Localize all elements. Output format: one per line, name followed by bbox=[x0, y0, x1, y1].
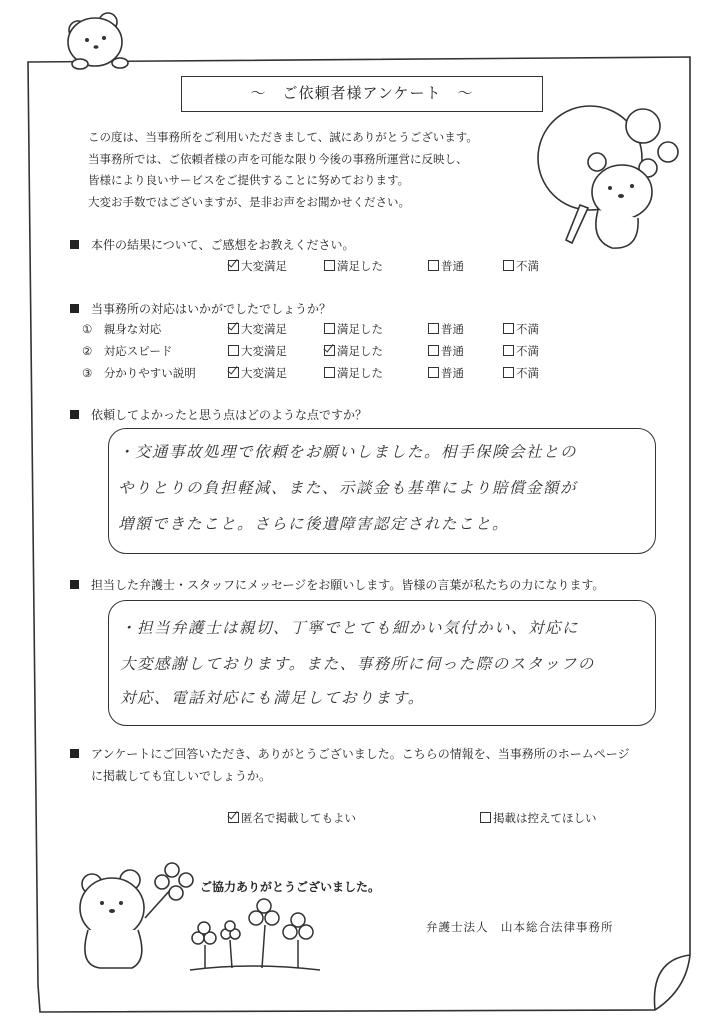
question-3 bbox=[70, 406, 367, 423]
option-label: 普通 bbox=[441, 322, 464, 336]
checkbox-checked-icon[interactable] bbox=[228, 812, 239, 823]
checkbox-checked-icon[interactable] bbox=[324, 345, 335, 356]
question-4-label: 担当した弁護士・スタッフにメッセージをお願いします。皆様の言葉が私たちの力になります。 bbox=[91, 578, 605, 592]
q3-answer-line: 増額できたこと。さらに後遺障害認定されたこと。 bbox=[118, 515, 510, 533]
option-label: 大変満足 bbox=[241, 344, 287, 358]
checkbox-icon[interactable] bbox=[324, 260, 335, 271]
option-label: 満足した bbox=[337, 259, 383, 273]
option-label: 満足した bbox=[337, 366, 383, 380]
bullet-square-icon bbox=[70, 304, 79, 313]
q1-option-1[interactable] bbox=[228, 258, 287, 274]
checkbox-icon[interactable] bbox=[480, 812, 491, 823]
q2-2-option-1[interactable] bbox=[228, 343, 287, 359]
option-label: 大変満足 bbox=[241, 366, 287, 380]
checkbox-icon[interactable] bbox=[503, 367, 514, 378]
question-1 bbox=[70, 236, 355, 253]
question-5-label: アンケートにご回答いただき、ありがとうございました。こちらの情報を、当事務所のホームページ bbox=[91, 747, 630, 761]
q2-1-option-1[interactable] bbox=[228, 321, 287, 337]
q2-2-option-2[interactable] bbox=[324, 343, 383, 359]
q2-3-option-4[interactable] bbox=[503, 365, 539, 381]
checkbox-icon[interactable] bbox=[428, 260, 439, 271]
q2-1-option-3[interactable] bbox=[428, 321, 464, 337]
checkbox-icon[interactable] bbox=[428, 345, 439, 356]
q1-option-2[interactable] bbox=[324, 258, 383, 274]
q5-option-2[interactable] bbox=[480, 810, 597, 826]
thanks-text: ご協力ありがとうございました。 bbox=[200, 880, 381, 894]
bear-top-left-icon bbox=[68, 13, 128, 69]
question-2-label: 当事務所の対応はいかがでしたでしょうか？ bbox=[91, 302, 332, 316]
question-2 bbox=[70, 300, 331, 317]
intro-line: 大変お手数ではございますが、是非お声をお聞かせください。 bbox=[88, 194, 410, 209]
q3-answer-line: ・交通事故処理で依頼をお願いしました。相手保険会社との bbox=[118, 443, 578, 461]
q2-1-option-2[interactable] bbox=[324, 321, 383, 337]
q5-option-1[interactable] bbox=[228, 810, 356, 826]
checkbox-icon[interactable] bbox=[428, 367, 439, 378]
checkbox-checked-icon[interactable] bbox=[228, 367, 239, 378]
checkbox-checked-icon[interactable] bbox=[228, 260, 239, 271]
checkbox-icon[interactable] bbox=[428, 323, 439, 334]
q4-answer-line: 大変感謝しております。また、事務所に伺った際のスタッフの bbox=[120, 655, 595, 673]
option-label: 不満 bbox=[516, 259, 539, 273]
option-label: 掲載は控えてほしい bbox=[493, 811, 597, 825]
q2-2-option-4[interactable] bbox=[503, 343, 539, 359]
question-5-label-cont: に掲載しても宜しいでしょうか。 bbox=[91, 769, 272, 783]
q1-option-3[interactable] bbox=[428, 258, 464, 274]
q2-3-option-3[interactable] bbox=[428, 365, 464, 381]
checkbox-icon[interactable] bbox=[324, 323, 335, 334]
question-1-label: 本件の結果について、ご感想をお教えください。 bbox=[91, 238, 355, 252]
q1-option-4[interactable] bbox=[503, 258, 539, 274]
question-4 bbox=[70, 576, 604, 593]
option-label: 不満 bbox=[516, 344, 539, 358]
intro-text bbox=[88, 127, 478, 213]
q2-item-3: ③ 分かりやすい説明 bbox=[82, 366, 196, 380]
intro-line: この度は、当事務所をご利用いただきまして、誠にありがとうございます。 bbox=[88, 130, 478, 144]
option-label: 満足した bbox=[337, 322, 383, 336]
intro-line: 当事務所では、ご依頼者様の声を可能な限り今後の事務所運営に反映し、 bbox=[88, 151, 468, 166]
bullet-square-icon bbox=[70, 410, 79, 419]
option-label: 普通 bbox=[441, 344, 464, 358]
checkbox-icon[interactable] bbox=[228, 345, 239, 356]
option-label: 匿名で掲載してもよい bbox=[241, 811, 356, 825]
option-label: 不満 bbox=[516, 366, 539, 380]
q2-item-1: ① 親身な対応 bbox=[82, 322, 162, 336]
q2-2-option-3[interactable] bbox=[428, 343, 464, 359]
checkbox-icon[interactable] bbox=[503, 260, 514, 271]
question-3-label: 依頼してよかったと思う点はどのような点ですか？ bbox=[91, 408, 368, 422]
page-title: ～ ご依頼者様アンケート ～ bbox=[181, 76, 543, 112]
checkbox-checked-icon[interactable] bbox=[228, 323, 239, 334]
signature: 弁護士法人 山本総合法律事務所 bbox=[426, 920, 614, 934]
q4-answer-line: 対応、電話対応にも満足しております。 bbox=[120, 689, 425, 707]
q3-answer-line: やりとりの負担軽減、また、示談金も基準により賠償金額が bbox=[118, 479, 578, 497]
checkbox-icon[interactable] bbox=[324, 367, 335, 378]
q2-3-option-2[interactable] bbox=[324, 365, 383, 381]
intro-line: 皆様により良いサービスをご提供することに努めております。 bbox=[88, 173, 410, 187]
q2-1-option-4[interactable] bbox=[503, 321, 539, 337]
option-label: 普通 bbox=[441, 259, 464, 273]
q4-answer-line: ・担当弁護士は親切、丁寧でとても細かい気付かい、対応に bbox=[120, 619, 580, 637]
checkbox-icon[interactable] bbox=[503, 323, 514, 334]
option-label: 満足した bbox=[337, 344, 383, 358]
q2-3-option-1[interactable] bbox=[228, 365, 287, 381]
question-5 bbox=[70, 745, 630, 762]
bullet-square-icon bbox=[70, 580, 79, 589]
checkbox-icon[interactable] bbox=[503, 345, 514, 356]
option-label: 普通 bbox=[441, 366, 464, 380]
option-label: 大変満足 bbox=[241, 259, 287, 273]
q2-item-2: ② 対応スピード bbox=[82, 344, 173, 358]
bullet-square-icon bbox=[70, 749, 79, 758]
option-label: 大変満足 bbox=[241, 322, 287, 336]
bullet-square-icon bbox=[70, 240, 79, 249]
option-label: 不満 bbox=[516, 322, 539, 336]
